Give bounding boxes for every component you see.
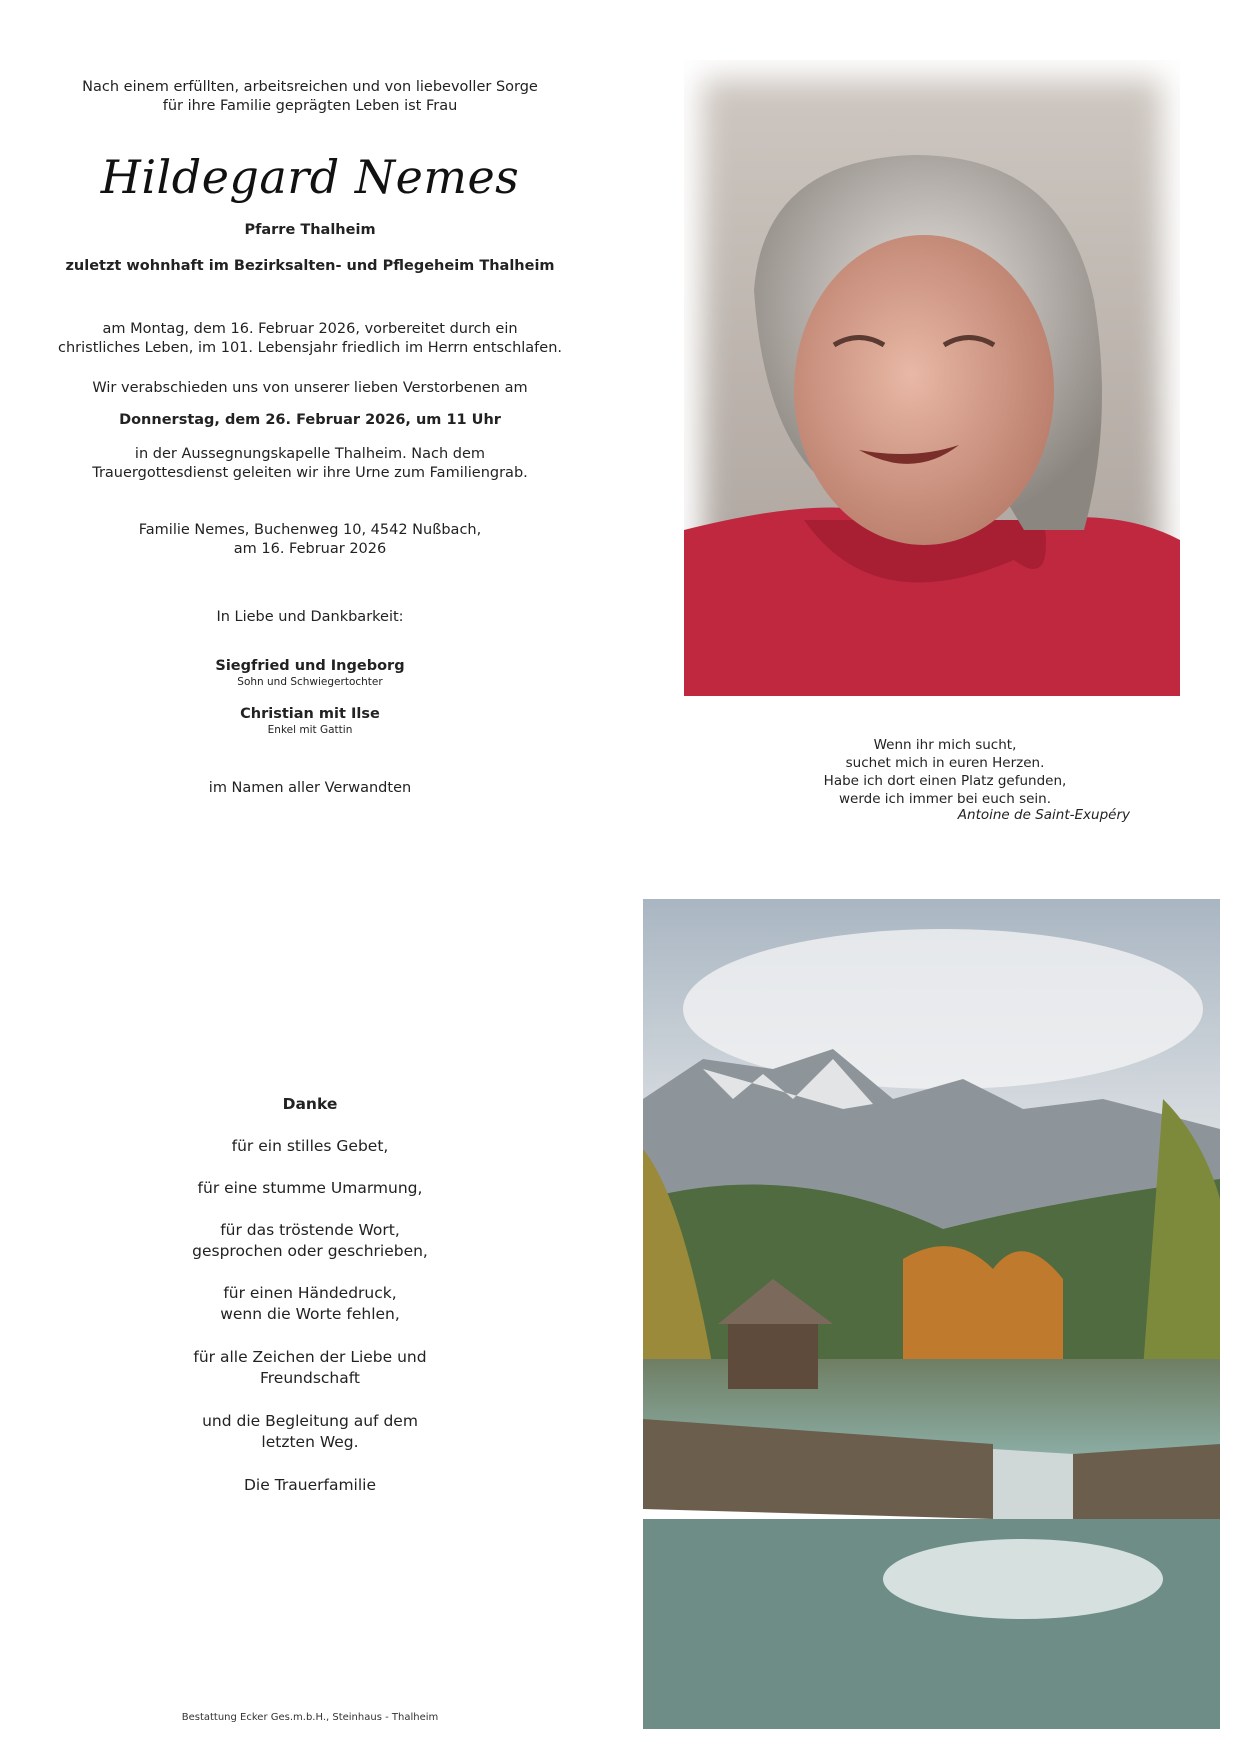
quote-line: Habe ich dort einen Platz gefunden, — [823, 773, 1067, 789]
face-shape — [794, 235, 1054, 545]
landscape-illustration — [643, 899, 1220, 1729]
thanks-line: für eine stumme Umarmung, — [197, 1179, 423, 1197]
death-notice — [40, 320, 580, 358]
death-notice-line: christliches Leben, im 101. Lebensjahr friedlich im Herrn entschlafen. — [57, 340, 563, 356]
mourner-name: Siegfried und Ingeborg — [215, 658, 405, 674]
cloud — [683, 929, 1203, 1089]
mourner-relation: Sohn und Schwiegertochter — [237, 676, 383, 688]
thanks-line: wenn die Worte fehlen, — [220, 1305, 400, 1323]
death-notice-line: am Montag, dem 16. Februar 2026, vorbereitet durch ein — [102, 321, 518, 337]
quote-line: werde ich immer bei euch sein. — [838, 791, 1052, 807]
service-location — [40, 445, 580, 483]
mourner-entry — [40, 706, 580, 736]
intro-line: für ihre Familie geprägten Leben ist Frau — [162, 98, 458, 114]
thanks-title: Danke — [282, 1095, 338, 1113]
thanks-line: Freundschaft — [259, 1369, 361, 1387]
thanks-item — [60, 1178, 560, 1199]
quote-line: Wenn ihr mich sucht, — [873, 737, 1017, 753]
deceased-name: Hildegard Nemes — [100, 150, 520, 204]
thanks-item — [60, 1283, 560, 1325]
portrait-illustration — [684, 60, 1180, 696]
mourner-relation: Enkel mit Gattin — [267, 724, 353, 736]
service-date: Donnerstag, dem 26. Februar 2026, um 11 Uhr — [119, 412, 501, 428]
footer-credit: Bestattung Ecker Ges.m.b.H., Steinhaus - Thalheim — [181, 1712, 439, 1723]
intro-text — [40, 78, 580, 116]
family-address-line: am 16. Februar 2026 — [233, 541, 387, 557]
portrait-photo — [684, 60, 1180, 696]
mourner-entry — [40, 658, 580, 688]
family-address-line: Familie Nemes, Buchenweg 10, 4542 Nußbach, — [138, 522, 482, 538]
intro-line: Nach einem erfüllten, arbeitsreichen und von liebevoller Sorge — [82, 79, 538, 95]
landscape-photo — [643, 899, 1220, 1729]
parish-label: Pfarre Thalheim — [244, 222, 376, 238]
relatives-text: im Namen aller Verwandten — [208, 780, 412, 796]
thanks-line: und die Begleitung auf dem — [202, 1412, 418, 1430]
wooden-hut — [728, 1319, 818, 1389]
quote-author: Antoine de Saint-Exupéry — [957, 807, 1130, 823]
thanks-line: für alle Zeichen der Liebe und — [193, 1348, 427, 1366]
mourner-name: Christian mit Ilse — [240, 706, 380, 722]
gratitude-text: In Liebe und Dankbarkeit: — [216, 609, 404, 625]
thanks-line: gesprochen oder geschrieben, — [192, 1242, 428, 1260]
family-address — [40, 521, 580, 559]
thanks-item — [60, 1347, 560, 1389]
thanks-item — [60, 1411, 560, 1453]
thanks-line: für ein stilles Gebet, — [231, 1137, 389, 1155]
water-foam — [883, 1539, 1163, 1619]
thanks-line: für einen Händedruck, — [223, 1284, 397, 1302]
service-location-line: in der Aussegnungskapelle Thalheim. Nach dem — [134, 446, 486, 462]
farewell-text: Wir verabschieden uns von unserer lieben Verstorbenen am — [92, 380, 528, 396]
thanks-line: Die Trauerfamilie — [243, 1476, 376, 1494]
autumn-trees — [903, 1246, 1063, 1359]
residence-label: zuletzt wohnhaft im Bezirksalten- und Pflegeheim Thalheim — [65, 258, 555, 274]
service-location-line: Trauergottesdienst geleiten wir ihre Urne zum Familiengrab. — [92, 465, 528, 481]
quote-block — [800, 736, 1090, 808]
thanks-line: für das tröstende Wort, — [220, 1221, 400, 1239]
quote-line: suchet mich in euren Herzen. — [845, 755, 1045, 771]
thanks-item — [60, 1136, 560, 1157]
thanks-line: letzten Weg. — [261, 1433, 359, 1451]
thanks-item — [60, 1220, 560, 1262]
thanks-signoff — [60, 1475, 560, 1496]
